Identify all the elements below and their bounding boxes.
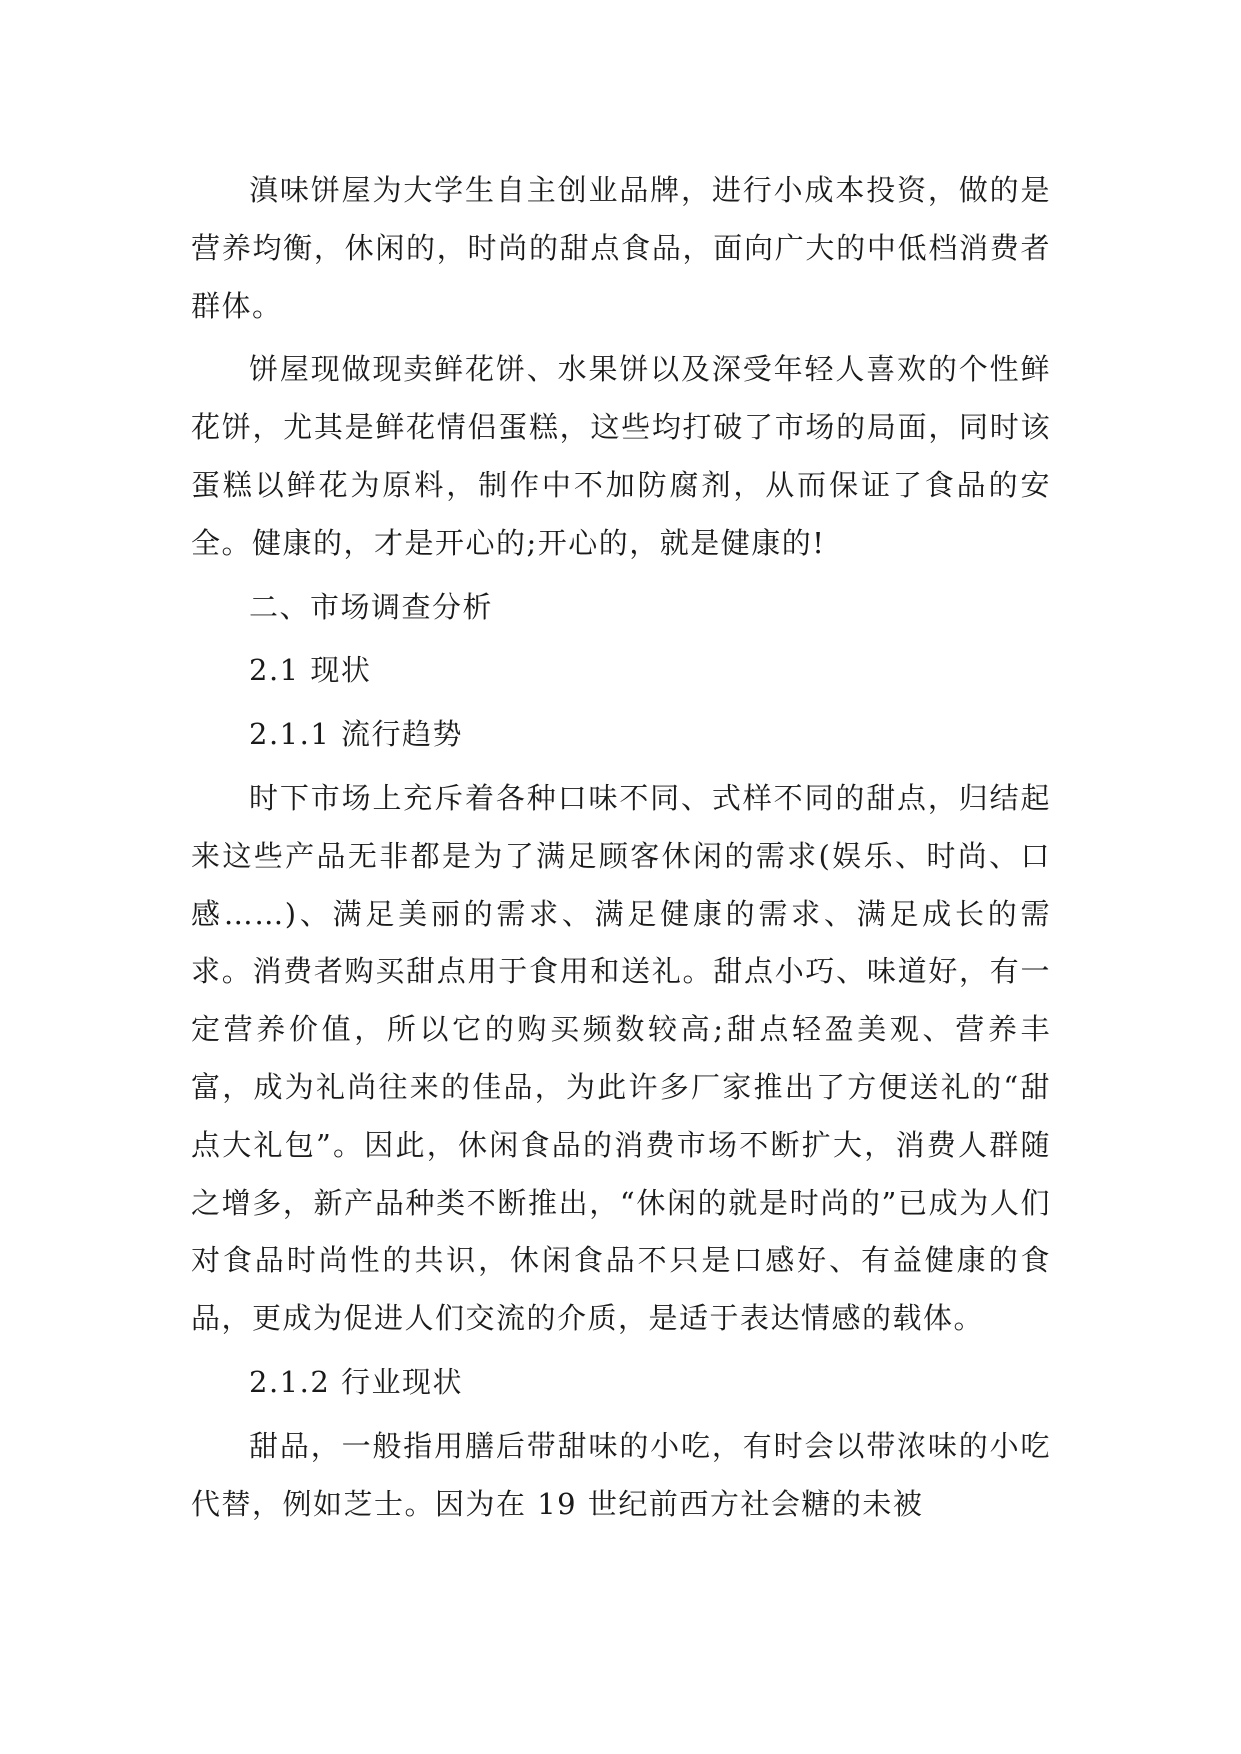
paragraph-intro: 滇味饼屋为大学生自主创业品牌，进行小成本投资，做的是营养均衡，休闲的，时尚的甜点食品，面向广大的中低档消费者群体。 — [191, 173, 1051, 323]
subsection-heading-status: 2.1 现状 — [249, 653, 372, 688]
subsection-heading-industry: 2.1.2 行业现状 — [249, 1364, 464, 1399]
paragraph-trend: 时下市场上充斥着各种口味不同、式样不同的甜点，归结起来这些产品无非都是为了满足顾客休闲的需求(娱乐、时尚、口感……)、满足美丽的需求、满足健康的需求、满足成长的需求。消费者购买甜点用于食用和送礼。甜点小巧、味道好，有一定营养价值，所以它的购买频数较高;甜点轻盈美观、营养丰富，成为礼尚往来的佳品，为此许多厂家推出了方便送礼的“甜点大礼包”。因此，休闲食品的消费市场不断扩大，消费人群随之增多，新产品种类不断推出，“休闲的就是时尚的”已成为人们对食品时尚性的共识，休闲食品不只是口感好、有益健康的食品，更成为促进人们交流的介质，是适于表达情感的载体。 — [191, 780, 1051, 1336]
section-heading-market-analysis: 二、市场调查分析 — [249, 589, 494, 624]
paragraph-products: 饼屋现做现卖鲜花饼、水果饼以及深受年轻人喜欢的个性鲜花饼，尤其是鲜花情侣蛋糕，这些均打破了市场的局面，同时该蛋糕以鲜花为原料，制作中不加防腐剂，从而保证了食品的安全。健康的，才是开心的;开心的，就是健康的! — [191, 352, 1051, 560]
subsection-heading-trend: 2.1.1 流行趋势 — [249, 717, 464, 752]
document-body — [191, 162, 1051, 1539]
paragraph-industry: 甜品，一般指用膳后带甜味的小吃，有时会以带浓味的小吃代替，例如芝士。因为在 19 世纪前西方社会糖的未被 — [191, 1428, 1051, 1521]
